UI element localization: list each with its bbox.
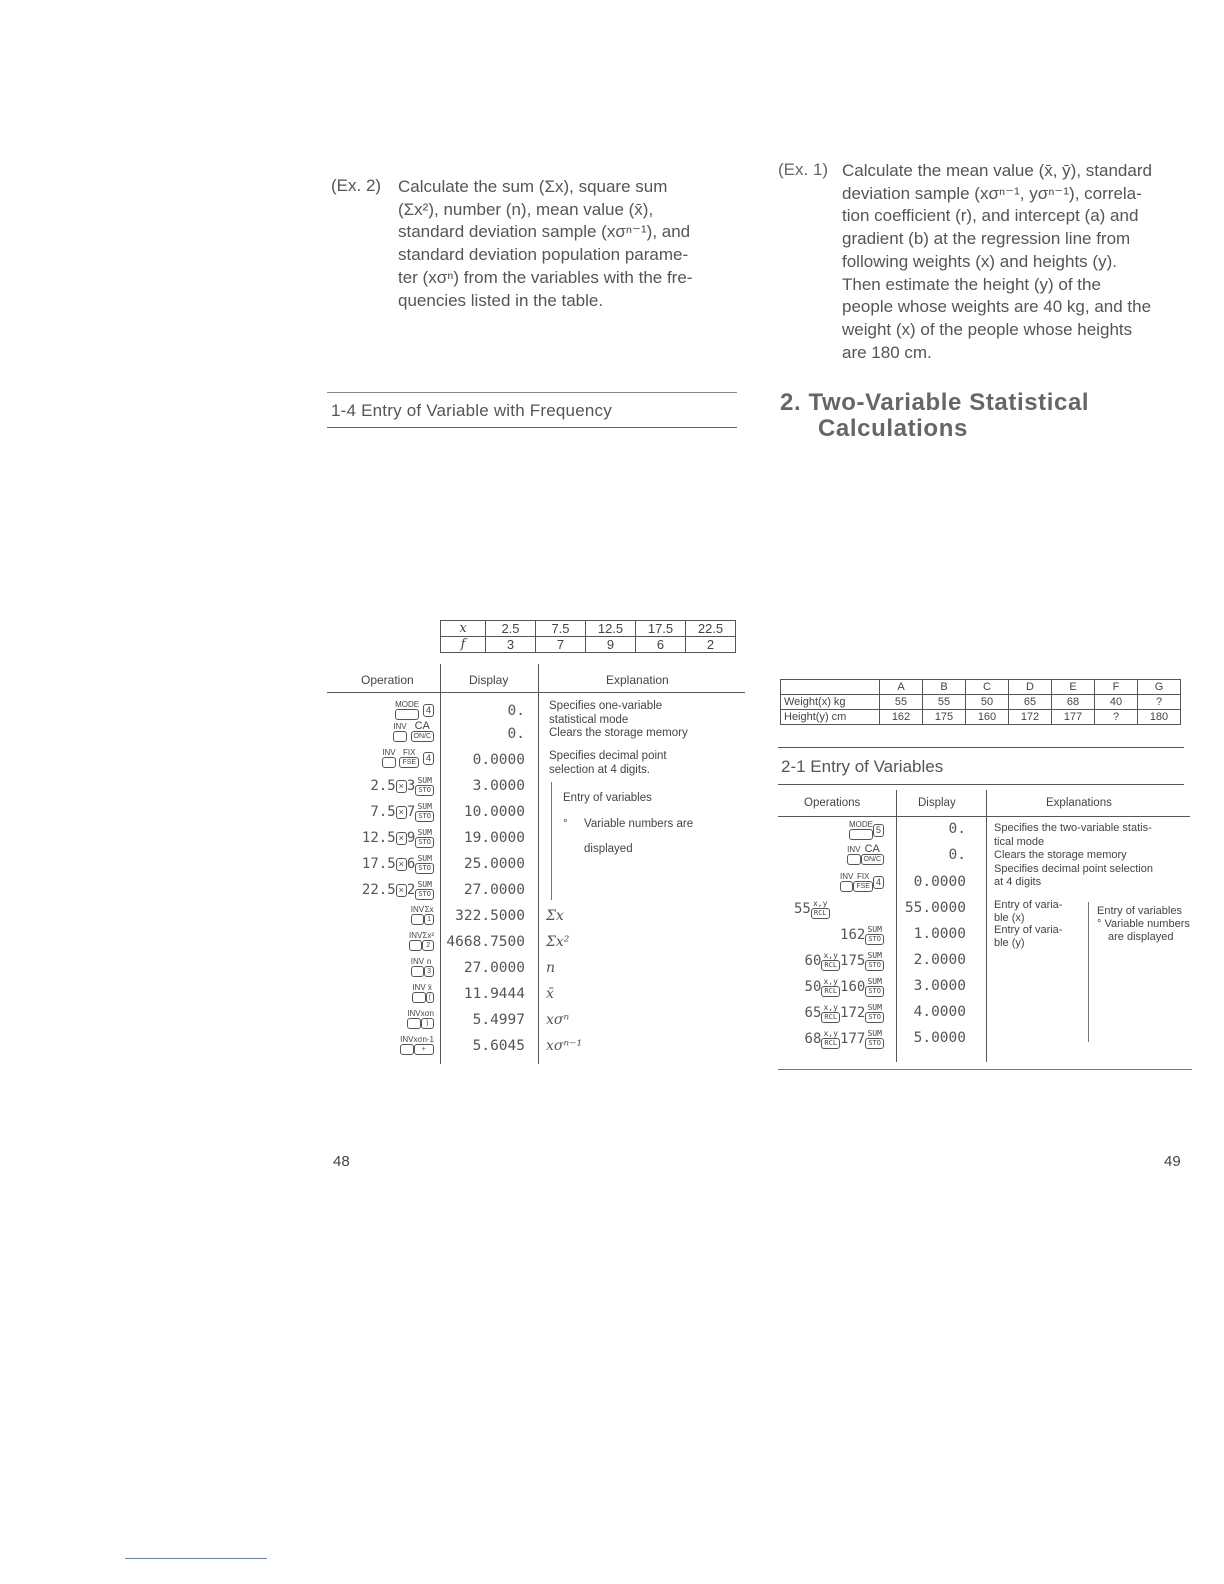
table-cell: 12.5	[586, 621, 636, 637]
operation-cell	[780, 872, 884, 892]
explanation-text	[549, 750, 667, 777]
operation-cell	[780, 820, 884, 840]
table-cell: 180	[1138, 710, 1181, 725]
display-value: 3.0000	[913, 978, 966, 994]
column-divider	[896, 790, 897, 1062]
sum-key-icon: SUM STO	[865, 951, 884, 971]
table-cell: 3	[486, 637, 536, 653]
operation-cell	[330, 931, 434, 951]
display-value: 2.0000	[913, 952, 966, 968]
table-cell: 2.5	[486, 621, 536, 637]
operation-cell: 7.5 × 7 SUM STO	[330, 802, 434, 822]
brace-icon	[551, 782, 552, 900]
explanation-line: tical mode	[994, 835, 1045, 848]
bottom-divider	[778, 1069, 1192, 1070]
example-text	[842, 160, 1182, 364]
section-title: 2-1 Entry of Variables	[781, 757, 944, 776]
table-cell: f	[441, 637, 486, 653]
table-cell: 2	[686, 637, 736, 653]
table-cell: 65	[1009, 695, 1052, 710]
display-value: 27.0000	[463, 960, 525, 976]
bullet-icon: °	[563, 818, 568, 830]
xy-key-icon: x,y RCL	[821, 1029, 840, 1049]
mode-key-icon: MODE	[395, 700, 419, 720]
display-value: 0.	[507, 726, 525, 742]
explanation-line: Entry of variables	[1097, 905, 1182, 917]
explanation-line: Clears the storage memory	[994, 849, 1127, 861]
xy-key-icon: x,y RCL	[821, 977, 840, 997]
stat-symbol: xσⁿ	[546, 1012, 570, 1028]
weight-height-table	[780, 679, 1181, 725]
table-cell: F	[1095, 680, 1138, 695]
example-line: people whose weights are 40 kg, and the	[842, 297, 1152, 317]
fix-key-icon: FIX FSE	[399, 748, 419, 768]
example-line: Calculate the mean value (x̄, ȳ), standard	[842, 161, 1152, 180]
operation-cell: 12.5 × 9 SUM STO	[330, 828, 434, 848]
table-cell: ?	[1095, 710, 1138, 725]
operation-cell	[330, 722, 434, 742]
table-row	[781, 710, 1181, 725]
explanation-line: Variable numbers are	[584, 818, 694, 830]
sum-key-icon: SUM STO	[415, 776, 434, 796]
operation-cell	[330, 1035, 434, 1055]
section-divider	[778, 784, 1184, 785]
display-value: 3.0000	[472, 778, 525, 794]
table-cell: 55	[880, 695, 923, 710]
explanation-text	[549, 700, 688, 741]
explanation-text: Entry of variables	[563, 792, 652, 804]
example-line: weight (x) of the people whose heights	[842, 319, 1133, 339]
display-value: 27.0000	[463, 882, 525, 898]
display-value: 4668.7500	[446, 934, 525, 950]
example-line: standard deviation population parame-	[398, 245, 689, 265]
explanation-line: Specifies decimal point	[549, 750, 667, 762]
explanation-text	[994, 822, 1153, 890]
chapter-title-line: Calculations	[818, 415, 968, 442]
operation-cell	[330, 748, 434, 768]
operation-cell: 162 SUM STO	[780, 925, 884, 945]
operation-cell	[780, 845, 884, 865]
display-value: 0.0000	[472, 752, 525, 768]
mode-key-icon: MODE	[849, 820, 873, 840]
explanation-line: selection at 4 digits.	[549, 763, 651, 776]
inv-key-icon: INV	[411, 905, 424, 925]
explanation-line: ble (x)	[994, 911, 1025, 924]
display-value: 0.	[948, 821, 966, 837]
display-value: 1.0000	[913, 926, 966, 942]
table-cell: 162	[880, 710, 923, 725]
operation-cell: 50 x,y RCL 160 SUM STO	[780, 977, 884, 997]
table-cell: 68	[1052, 695, 1095, 710]
inv-key-icon: INV	[393, 722, 406, 742]
example-line: are 180 cm.	[842, 342, 932, 362]
stat-symbol: Σx²	[546, 934, 570, 950]
operation-cell: 55 x,y RCL	[780, 899, 860, 919]
inv-key-icon: INV	[840, 872, 853, 892]
explanation-line: Specifies one-variable	[549, 700, 663, 712]
digit-5-key-icon: 5	[873, 824, 884, 837]
table-cell: 40	[1095, 695, 1138, 710]
display-value: 0.0000	[913, 874, 966, 890]
example-line: standard deviation sample (xσⁿ⁻¹), and	[398, 222, 691, 242]
table-cell: Height(y) cm	[781, 710, 880, 725]
example-label: (Ex. 1)	[778, 160, 829, 179]
display-value: 5.4997	[472, 1012, 525, 1028]
decorative-underline	[125, 1558, 267, 1559]
display-value: 4.0000	[913, 1004, 966, 1020]
example-line: quencies listed in the table.	[398, 290, 604, 310]
operation-cell: 17.5 × 6 SUM STO	[330, 854, 434, 874]
table-cell: 6	[636, 637, 686, 653]
operation-cell	[330, 957, 434, 977]
table-cell: 7.5	[536, 621, 586, 637]
header-divider	[778, 816, 1190, 817]
inv-key-icon: INV	[847, 845, 860, 865]
explanation-line: Entry of varia-	[994, 899, 1063, 911]
operation-cell	[330, 700, 434, 720]
stat-symbol: Σx	[546, 908, 564, 924]
column-divider	[440, 664, 441, 1064]
explanation-line: ° Variable numbers	[1097, 918, 1190, 930]
inv-key-icon: INV	[407, 1009, 420, 1029]
mean-key-icon: x̄ (	[426, 983, 434, 1003]
display-value: 322.5000	[455, 908, 525, 924]
example-line: (Σx²), number (n), mean value (x̄),	[398, 199, 654, 219]
sum-key-icon: SUM STO	[865, 1029, 884, 1049]
section-divider	[778, 747, 1184, 748]
n-key-icon: $\frac{n}{3}$	[424, 957, 434, 977]
explanation-line: ble (y)	[994, 936, 1025, 949]
explanation-line: Specifies the two-variable statis-	[994, 822, 1152, 834]
ca-key-icon: CA ON/C	[861, 845, 885, 865]
display-value: 0.	[507, 703, 525, 719]
title-divider	[327, 427, 737, 428]
explanation-line: at 4 digits	[994, 876, 1042, 888]
column-divider	[538, 664, 539, 1064]
table-cell: 22.5	[686, 621, 736, 637]
table-cell: 50	[966, 695, 1009, 710]
table-cell: E	[1052, 680, 1095, 695]
table-cell: 17.5	[636, 621, 686, 637]
table-cell: 177	[1052, 710, 1095, 725]
stat-symbol: x̄	[546, 986, 554, 1002]
operation-cell: 2.5 × 3 SUM STO	[330, 776, 434, 796]
explanation-line: Clears the storage memory	[549, 727, 688, 739]
ca-key-icon: CA ON/C	[411, 722, 435, 742]
example-line: Calculate the sum (Σx), square sum	[398, 177, 668, 196]
sum-key-icon: SUM STO	[415, 828, 434, 848]
table-cell: B	[923, 680, 966, 695]
operation-header: Operations	[804, 797, 861, 809]
explanation-text	[994, 899, 1062, 949]
explanation-text	[1097, 905, 1190, 944]
explanation-line: Specifies decimal point selection	[994, 862, 1153, 875]
header-divider	[327, 692, 745, 693]
display-value: 55.0000	[904, 900, 966, 916]
inv-key-icon: INV	[409, 931, 422, 951]
frequency-table	[440, 620, 736, 653]
sum-key-icon: SUM STO	[415, 802, 434, 822]
operation-cell: 60 x,y RCL 175 SUM STO	[780, 951, 884, 971]
explanation-text	[584, 818, 693, 856]
fix-key-icon: FIX FSE	[853, 872, 873, 892]
top-divider	[327, 392, 737, 393]
display-value: 5.6045	[472, 1038, 525, 1054]
table-cell: Weight(x) kg	[781, 695, 880, 710]
table-cell: C	[966, 680, 1009, 695]
example-line: Then estimate the height (y) of the	[842, 274, 1101, 294]
table-cell: 175	[923, 710, 966, 725]
xsigma-n1-key-icon: xσn-1 +	[413, 1035, 434, 1053]
column-divider	[986, 790, 987, 1062]
sigma-x2-key-icon: $\frac{\text{Σx²}}{2}$	[422, 931, 434, 949]
digit-4-key-icon: 4	[423, 704, 434, 717]
example-text	[398, 176, 736, 312]
operation-header: Operation	[361, 673, 414, 687]
operation-cell	[330, 905, 434, 925]
display-value: 0.	[948, 847, 966, 863]
sum-key-icon: SUM STO	[415, 854, 434, 874]
explanation-line: displayed	[584, 842, 633, 855]
table-cell	[781, 680, 880, 695]
table-cell: 9	[586, 637, 636, 653]
explanation-header: Explanation	[606, 673, 669, 687]
table-cell: G	[1138, 680, 1181, 695]
display-header: Display	[918, 797, 956, 809]
table-cell: 172	[1009, 710, 1052, 725]
explanation-header: Explanations	[1046, 797, 1112, 809]
display-value: 11.9444	[463, 986, 525, 1002]
chapter-title	[780, 390, 1089, 442]
table-cell: A	[880, 680, 923, 695]
section-title: 1-4 Entry of Variable with Frequency	[331, 401, 612, 420]
explanation-line: Entry of varia-	[994, 924, 1063, 936]
inv-key-icon: INV	[400, 1035, 413, 1055]
sigma-x-key-icon: $\frac{\Sigma x}{1}$	[424, 905, 434, 923]
display-value: 10.0000	[463, 804, 525, 820]
operation-cell: 65 x,y RCL 172 SUM STO	[780, 1003, 884, 1023]
sum-key-icon: SUM STO	[415, 880, 434, 900]
inv-key-icon: INV	[411, 957, 424, 977]
stat-symbol: n	[546, 960, 556, 976]
display-value: 19.0000	[463, 830, 525, 846]
table-cell: 160	[966, 710, 1009, 725]
operation-cell: 68 x,y RCL 177 SUM STO	[780, 1029, 884, 1049]
table-row	[781, 695, 1181, 710]
sum-key-icon: SUM STO	[865, 1003, 884, 1023]
sum-key-icon: SUM STO	[865, 977, 884, 997]
inv-key-icon: INV	[382, 748, 395, 768]
page-number: 49	[1164, 1153, 1181, 1170]
xsigma-n-key-icon: xσn )	[420, 1009, 434, 1027]
xy-key-icon: x,y RCL	[821, 1003, 840, 1023]
example-line: gradient (b) at the regression line from	[842, 229, 1131, 249]
inv-key-icon: INV	[412, 983, 425, 1003]
example-label: (Ex. 2)	[331, 176, 382, 195]
table-row	[441, 621, 736, 637]
table-cell: ?	[1138, 695, 1181, 710]
table-cell: 7	[536, 637, 586, 653]
example-line: following weights (x) and heights (y).	[842, 251, 1117, 271]
brace-icon	[1088, 902, 1089, 1042]
display-header: Display	[469, 673, 509, 687]
table-row	[441, 637, 736, 653]
example-line: deviation sample (xσⁿ⁻¹, yσⁿ⁻¹), correla-	[842, 183, 1142, 203]
table-cell: D	[1009, 680, 1052, 695]
table-cell: x	[441, 621, 486, 637]
table-row	[781, 680, 1181, 695]
digit-4-key-icon: 4	[423, 752, 434, 765]
digit-4-key-icon: 4	[873, 876, 884, 889]
sum-key-icon: SUM STO	[865, 925, 884, 945]
xy-key-icon: x,y RCL	[821, 951, 840, 971]
stat-symbol: xσⁿ⁻¹	[546, 1038, 583, 1054]
bullet-icon: °	[1097, 918, 1105, 930]
example-line: ter (xσⁿ) from the variables with the fre-	[398, 267, 693, 287]
xy-key-icon: x,y RCL	[811, 899, 830, 919]
operation-cell: 22.5 × 2 SUM STO	[330, 880, 434, 900]
operation-cell	[330, 1009, 434, 1029]
page-number: 48	[333, 1153, 350, 1170]
operation-cell	[330, 983, 434, 1003]
chapter-title-line: 2. Two-Variable Statistical	[780, 389, 1090, 416]
display-value: 5.0000	[913, 1030, 966, 1046]
explanation-line: are displayed	[1108, 931, 1174, 943]
explanation-line: statistical mode	[549, 713, 629, 726]
example-line: tion coefficient (r), and intercept (a) and	[842, 206, 1139, 226]
table-cell: 55	[923, 695, 966, 710]
display-value: 25.0000	[463, 856, 525, 872]
